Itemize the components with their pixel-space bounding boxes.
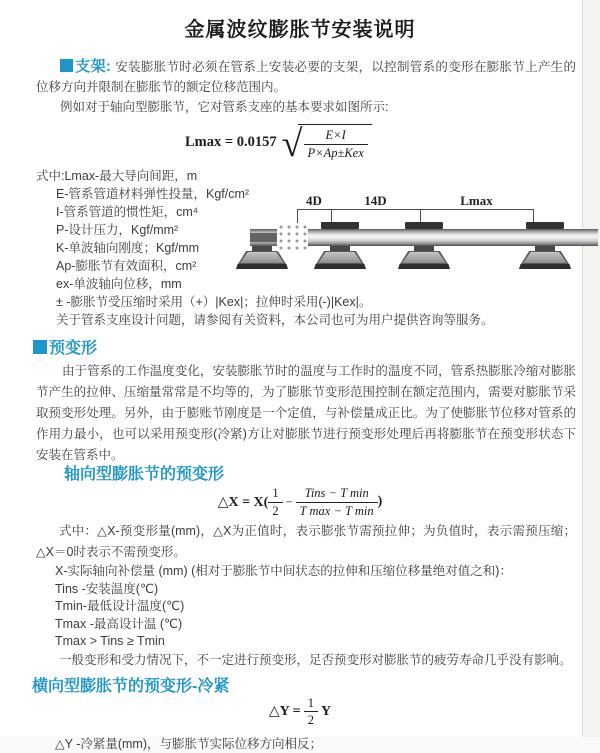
dimension-line <box>297 209 533 210</box>
lmax-fraction-denominator: P×Ap±Kex <box>304 144 368 160</box>
lmax-fraction <box>304 128 368 160</box>
support-intro-paragraph <box>36 57 576 97</box>
lateral-formula <box>0 695 600 727</box>
section-square-icon <box>60 59 73 72</box>
sqrt-content <box>298 124 372 160</box>
one-half-fraction <box>268 486 282 518</box>
lateral-note-line: △Y -冷紧量(mm)，与膨胀节实际位移方向相反； <box>55 736 323 751</box>
definition-line: E-管系管道材料弹性投量，Kgf/cm² <box>56 187 250 201</box>
support-clamp <box>321 222 359 229</box>
pipe-support-diagram <box>250 195 598 275</box>
term-line: Tmax -最高设计温 (℃) <box>55 616 183 631</box>
closing-paren: ) <box>377 494 383 509</box>
temperature-fraction <box>296 486 378 518</box>
dimension-label-4d: 4D <box>306 193 322 208</box>
support-base <box>314 264 366 269</box>
support-base <box>398 264 450 269</box>
term-line: Tmax > Tins ≥ Tmin <box>55 634 165 648</box>
lateral-formula-lhs: △Y = <box>268 704 301 719</box>
term-line: X-实际轴向补偿量 (mm) (相对于膨胀节中间状态的拉伸和压缩位移量绝对值之和)： <box>55 564 512 578</box>
dimension-label-14d: 14D <box>364 193 387 208</box>
predeform-paragraph: 由于管系的工作温度变化，安装膨胀节时的温度与工作时的温度不同，管系热膨胀冷缩对膨胀节产生的拉伸、压缩量常常是不均等的，为了膨胀节变形范围控制在额定范围内，需要对膨胀节采取预变形处理。另外，由于膨账节刚度是一个定值，与补偿量成正比。为了使膨胀节位移对管系的作用力最小，也可以采用预变形(冷紧)方让对膨胀节进行预变形处理后再将膨胀节在预变形状态下安装在管系中。 <box>36 364 576 462</box>
fraction-numerator: 1 <box>307 695 315 710</box>
definition-line: ex-单波轴向位移，mm <box>56 277 182 291</box>
lmax-formula <box>185 123 600 165</box>
support-clamp <box>526 222 564 229</box>
dimension-label-lmax: Lmax <box>460 193 493 208</box>
axial-explain-paragraph: 式中：△X-预变形量(mm)，△X为正值时，表示膨张节需预拉伸；为负值时，表示需预压缩；△X＝0时表示不需预变形。 <box>36 524 576 559</box>
predeform-heading-text: 预变形 <box>49 340 98 357</box>
axial-subheading: 轴向型膨胀节的预变形 <box>64 466 225 483</box>
predeform-section-heading <box>33 335 600 358</box>
axial-formula <box>0 488 600 516</box>
page-edge <box>582 0 600 737</box>
pipe-support <box>397 222 451 269</box>
pipe-support <box>313 222 367 269</box>
axial-terms <box>55 563 576 651</box>
radical-sign: √ <box>281 123 303 165</box>
pipe-anchor-block <box>250 233 278 242</box>
bellows-expansion-joint <box>277 223 308 252</box>
pipe-support <box>518 222 572 269</box>
lmax-fraction-numerator: E×I <box>325 128 346 143</box>
one-half-fraction <box>304 696 318 728</box>
lateral-formula-rhs: Y <box>321 703 332 719</box>
fraction-denominator: 2 <box>304 711 318 727</box>
plus-minus-note: ± -膨胀节受压缩时采用（+）|Kex|；拉伸时采用(-)|Kex|。 <box>56 295 372 309</box>
lmax-formula-lhs: Lmax = 0.0157 <box>185 133 277 150</box>
fraction-denominator: 2 <box>268 502 282 518</box>
axial-note-line: 一般变形和受力情况下，不一定进行预变形，足否预变形对膨胀节的疲劳寿命几乎没有影响。 <box>59 652 572 667</box>
fraction-numerator: Tins − T min <box>304 486 369 501</box>
page-title: 金属波纹膨胀节安装说明 <box>184 19 416 41</box>
minus-sign: − <box>285 494 293 509</box>
fraction-denominator: T max − T min <box>296 502 378 518</box>
term-line: Tmin-最低设计温度(℃) <box>55 599 185 613</box>
fraction-numerator: 1 <box>272 486 279 501</box>
support-clamp <box>405 222 443 229</box>
axial-formula-lhs: △X = X( <box>217 494 269 510</box>
section-square-icon <box>33 340 47 354</box>
support-base <box>236 264 288 269</box>
term-line: Tins -安装温度(℃) <box>55 581 159 596</box>
support-intro-text: 安装膨胀节时必须在管系上安装必要的支架，以控制管系的变形在膨胀节上产生的位移方向并限制在膨胀节的额定位移范围内。 <box>36 60 576 94</box>
support-base <box>519 264 571 269</box>
definition-line: K-单波轴向刚度；Kgf/mm <box>56 241 200 255</box>
support-example-line: 例如对于轴向型膨胀节，它对管系支座的基本要求如图所示: <box>60 100 389 114</box>
definition-line: Ap-膨胀节有效面积，cm² <box>56 259 197 273</box>
support-section-heading: 支架: <box>75 58 111 75</box>
consult-note: 关于管系支座设计问题，请参阅有关资料，本公司也可为用户提供咨询等服务。 <box>56 313 494 327</box>
lateral-subheading: 横向型膨胀节的预变形-冷紧 <box>32 677 230 695</box>
definition-line: P-设计压力，Kgf/mm² <box>56 223 179 237</box>
definition-line: I-管系管道的惯性矩，cm⁴ <box>56 205 199 219</box>
definition-line: 式中:Lmax-最大导向间距，m <box>36 169 198 183</box>
